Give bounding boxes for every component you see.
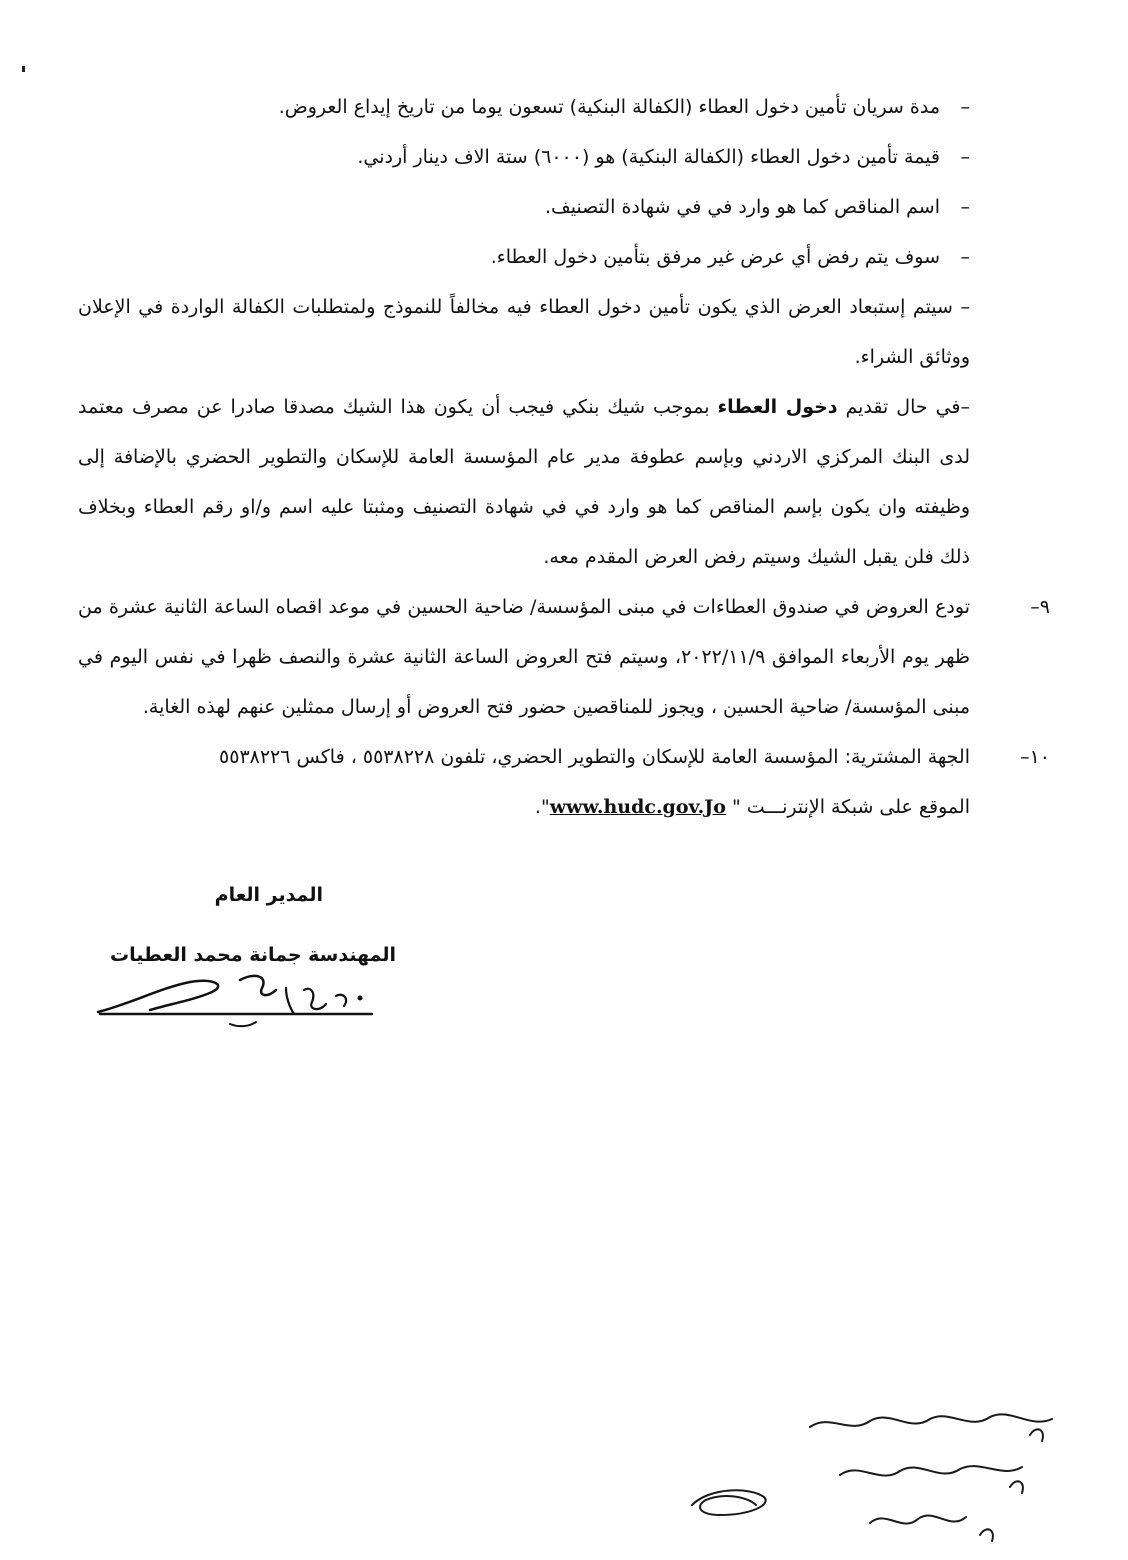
bullet-dash: – bbox=[960, 146, 970, 168]
website-link[interactable]: www.hudc.gov.Jo bbox=[549, 796, 726, 818]
clause-number: ١٠– bbox=[1020, 746, 1050, 768]
handwritten-signature bbox=[90, 968, 390, 1040]
cheque-bold-term: دخول العطاء bbox=[717, 396, 838, 418]
clause-number: ٩– bbox=[1030, 596, 1050, 618]
clause-text: الجهة المشترية: المؤسسة العامة للإسكان والتطوير الحضري، تلفون ٥٥٣٨٢٢٨ ، فاكس ٥٥٣٨٢٢٦ bbox=[219, 746, 970, 768]
cheque-prefix: –في حال تقديم bbox=[845, 396, 970, 418]
bullet-dash: – bbox=[960, 96, 970, 118]
cheque-text: بموجب شيك بنكي فيجب أن يكون هذا الشيك مصدقا صادرا عن مصرف معتمد لدى البنك المركزي الاردني وبإسم عطوفة مدير عام المؤسسة العامة للإسكان والتطوير الحضري بالإضافة إلى وظيفته وان يكون بإسم المناقص كما هو وارد في في شهادة التصنيف ومثبتا عليه اسم و/او رقم العطاء وبخلاف ذلك فلن يقبل الشيك وسيتم رفض العرض المقدم معه. bbox=[78, 396, 970, 568]
bullet-dash: – bbox=[960, 196, 970, 218]
bullet-item bbox=[78, 132, 970, 182]
bullet-text: سوف يتم رفض أي عرض غير مرفق بتأمين دخول العطاء. bbox=[490, 246, 940, 268]
cheque-paragraph bbox=[78, 382, 970, 582]
bullet-text: سيتم إستبعاد العرض الذي يكون تأمين دخول العطاء فيه مخالفاً للنموذج ولمتطلبات الكفالة الواردة في الإعلان ووثائق الشراء. bbox=[78, 296, 970, 368]
bullet-item bbox=[78, 182, 970, 232]
bullet-dash: – bbox=[960, 296, 970, 318]
bullet-item bbox=[78, 232, 970, 282]
clause-text: تودع العروض في صندوق العطاءات في مبنى المؤسسة/ ضاحية الحسين في موعد اقصاه الساعة الثانية عشرة من ظهر يوم الأربعاء الموافق ٢٠٢٢/١١/٩، وسيتم فتح العروض الساعة الثانية عشرة والنصف ظهرا في نفس اليوم في مبنى المؤسسة/ ضاحية الحسين ، ويجوز للمناقصين حضور فتح العروض أو إرسال ممثلين عنهم لهذه الغاية. bbox=[78, 596, 971, 718]
bullet-text: اسم المناقص كما هو وارد في في شهادة التصنيف. bbox=[544, 196, 940, 218]
bullet-item bbox=[78, 282, 970, 382]
scan-mark bbox=[22, 66, 25, 72]
handwritten-routing-note bbox=[680, 1405, 1070, 1555]
signatory-title: المدير العام bbox=[214, 884, 323, 906]
website-suffix: ". bbox=[534, 796, 550, 818]
bullet-dash: – bbox=[960, 246, 970, 268]
bullet-item bbox=[78, 82, 970, 132]
bullet-text: مدة سريان تأمين دخول العطاء (الكفالة البنكية) تسعون يوما من تاريخ إيداع العروض. bbox=[278, 96, 940, 118]
clause-10 bbox=[78, 732, 1050, 832]
bullet-text: قيمة تأمين دخول العطاء (الكفالة البنكية) هو (٦٠٠٠) ستة الاف دينار أردني. bbox=[357, 146, 940, 168]
website-label: الموقع على شبكة الإنترنـــت " bbox=[731, 796, 970, 818]
signatory-name: المهندسة جمانة محمد العطيات bbox=[110, 944, 396, 966]
document-body bbox=[78, 82, 1050, 832]
clause-9 bbox=[78, 582, 1050, 732]
